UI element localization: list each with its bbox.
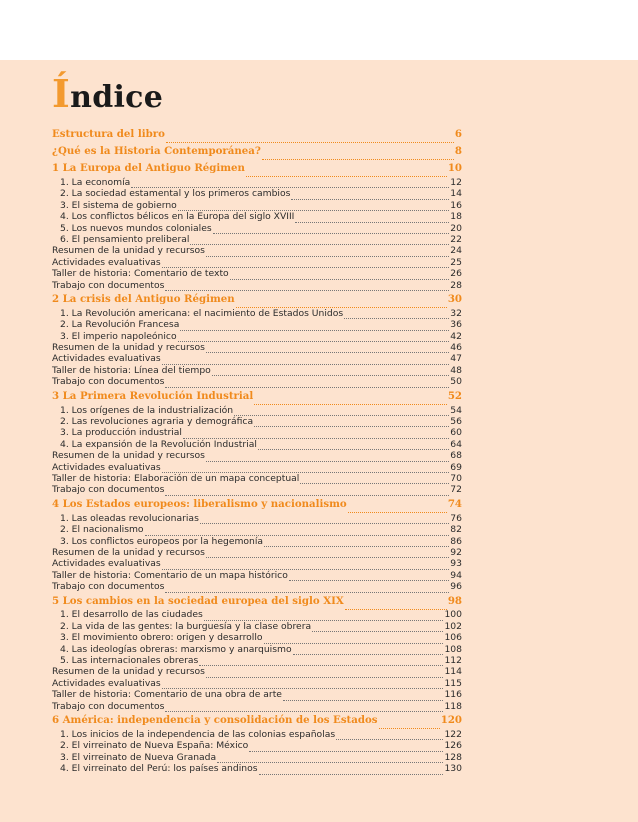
toc-page-number: 56: [450, 416, 462, 428]
dot-leader: [183, 430, 449, 439]
toc-entry-title: 5. Las internacionales obreras: [60, 655, 199, 667]
toc-entry-title: 4. La expansión de la Revolución Industrial: [60, 438, 257, 450]
toc-page-number: 115: [444, 677, 462, 689]
dot-leader: [131, 179, 449, 188]
toc-entry-title: Resumen de la unidad y recursos: [52, 342, 205, 354]
dot-leader: [212, 367, 449, 376]
toc-section-entry[interactable]: [52, 200, 462, 211]
toc-entry-title: Actividades evaluativas: [52, 461, 161, 473]
toc-page-number: 74: [447, 497, 462, 510]
toc-resource-entry[interactable]: [52, 353, 462, 364]
dot-leader: [246, 164, 447, 177]
top-margin: [0, 0, 638, 60]
dot-leader: [344, 310, 449, 319]
toc-resource-entry[interactable]: [52, 245, 462, 256]
toc-page-number: 70: [450, 472, 462, 484]
toc-page-number: 42: [450, 330, 462, 342]
dot-leader: [162, 259, 450, 268]
toc-entry-title: 6 América: independencia y consolidación de los Estados: [52, 714, 378, 727]
toc-entry-title: 6. El pensamiento preliberal: [60, 233, 190, 245]
toc-entry-title: Trabajo con documentos: [52, 581, 165, 593]
dot-leader: [249, 743, 443, 752]
toc-resource-entry[interactable]: [52, 678, 462, 689]
toc-section-entry[interactable]: [52, 416, 462, 427]
dot-leader: [204, 612, 444, 621]
toc-unit-heading[interactable]: [52, 291, 462, 308]
toc-page-number: 82: [450, 524, 462, 536]
toc-page-number: 118: [444, 700, 462, 712]
toc-page-number: 76: [450, 512, 462, 524]
toc-page-number: 20: [450, 222, 462, 234]
dot-leader: [291, 191, 449, 200]
toc-section-entry[interactable]: [52, 644, 462, 655]
toc-section-entry[interactable]: [52, 763, 462, 774]
toc-entry-title: 5. Los nuevos mundos coloniales: [60, 222, 212, 234]
toc-unit-heading[interactable]: [52, 712, 462, 729]
toc-entry-title: 3. El movimiento obrero: origen y desarrollo: [60, 632, 263, 644]
dot-leader: [217, 754, 443, 763]
toc-section-entry[interactable]: [52, 427, 462, 438]
toc-unit-heading[interactable]: [52, 160, 462, 177]
toc-resource-entry[interactable]: [52, 570, 462, 581]
toc-page-number: 10: [447, 162, 462, 174]
toc-entry-title: 1. Las oleadas revolucionarias: [60, 512, 199, 524]
toc-page-number: 48: [450, 364, 462, 376]
toc-entry-title: Estructura del libro: [52, 128, 165, 140]
toc-page-number: 94: [450, 569, 462, 581]
dot-leader: [258, 441, 449, 450]
toc-page-number: 30: [447, 292, 462, 305]
dot-leader: [145, 527, 450, 536]
dot-leader: [165, 487, 449, 496]
toc-section-entry[interactable]: [52, 331, 462, 342]
toc-section-entry[interactable]: [52, 211, 462, 222]
toc-resource-entry[interactable]: [52, 473, 462, 484]
dot-leader: [178, 333, 450, 342]
dot-leader: [206, 669, 444, 678]
toc-entry-title: Trabajo con documentos: [52, 279, 165, 291]
toc-entry-title: Resumen de la unidad y recursos: [52, 245, 205, 257]
dot-leader: [166, 130, 454, 143]
toc-section-entry[interactable]: [52, 524, 462, 535]
toc-page-number: 116: [444, 689, 462, 701]
toc-section-entry[interactable]: [52, 752, 462, 763]
toc-entry-title: 2. La Revolución Francesa: [60, 319, 180, 331]
dot-leader: [283, 692, 443, 701]
dot-leader: [300, 475, 449, 484]
toc-page-number: 86: [450, 535, 462, 547]
toc-entry-title: 1 La Europa del Antiguo Régimen: [52, 162, 245, 174]
toc-page-number: 50: [450, 376, 462, 388]
toc-entry-title: Actividades evaluativas: [52, 256, 161, 268]
toc-entry-title: 2. La sociedad estamental y los primeros cambios: [60, 188, 291, 200]
toc-page-number: 24: [450, 245, 462, 257]
toc-resource-entry[interactable]: [52, 450, 462, 461]
dot-leader: [206, 344, 449, 353]
dot-leader: [190, 236, 449, 245]
dot-leader: [254, 418, 449, 427]
dot-leader: [236, 295, 447, 308]
toc-entry-title: 3. El virreinato de Nueva Granada: [60, 751, 217, 763]
dot-leader: [206, 453, 449, 462]
toc-page-number: 12: [450, 176, 462, 188]
toc-page-number: 108: [444, 643, 462, 655]
toc-page-number: 98: [447, 594, 462, 607]
toc-section-entry[interactable]: [52, 729, 462, 740]
toc-section-entry[interactable]: [52, 223, 462, 234]
toc-page-number: 114: [444, 666, 462, 678]
toc-unit-heading[interactable]: [52, 496, 462, 513]
toc-resource-entry[interactable]: [52, 484, 462, 495]
toc-section-entry[interactable]: [52, 536, 462, 547]
toc-page-number: 32: [450, 307, 462, 319]
dot-leader: [162, 464, 450, 473]
toc-entry-title: Trabajo con documentos: [52, 376, 165, 388]
toc-page-number: 130: [444, 763, 462, 775]
dot-leader: [178, 202, 449, 211]
dot-leader: [200, 515, 449, 524]
toc-page-number: 46: [450, 342, 462, 354]
toc-resource-entry[interactable]: [52, 342, 462, 353]
toc-resource-entry[interactable]: [52, 581, 462, 592]
toc-page-number: 60: [450, 427, 462, 439]
toc-entry-title: 2. La vida de las gentes: la burguesía y la clase obrera: [60, 620, 312, 632]
dot-leader: [206, 248, 449, 257]
toc-entry-title: 1. Los orígenes de la industrialización: [60, 404, 234, 416]
toc-entry-title: Resumen de la unidad y recursos: [52, 546, 205, 558]
toc-section-entry[interactable]: [52, 234, 462, 245]
dot-leader: [165, 379, 449, 388]
toc-page-number: 36: [450, 319, 462, 331]
toc-section-entry[interactable]: [52, 177, 462, 188]
dot-leader: [379, 716, 440, 729]
toc-entry-title: 3. El sistema de gobierno: [60, 199, 177, 211]
toc-section-entry[interactable]: [52, 319, 462, 330]
toc-page-number: 26: [450, 268, 462, 280]
toc-entry-title: Taller de historia: Comentario de una obra de arte: [52, 689, 282, 701]
toc-page-number: 93: [450, 558, 462, 570]
toc-page-number: 47: [450, 353, 462, 365]
toc-page-number: 6: [454, 128, 462, 140]
toc-entry-title: 3. Los conflictos europeos por la hegemonía: [60, 535, 264, 547]
toc-resource-entry[interactable]: [52, 376, 462, 387]
toc-entry-title: 3 La Primera Revolución Industrial: [52, 389, 254, 402]
toc-resource-entry[interactable]: [52, 547, 462, 558]
toc-entry-title: Taller de historia: Línea del tiempo: [52, 364, 211, 376]
toc-page-number: 126: [444, 740, 462, 752]
toc-page-number: 54: [450, 404, 462, 416]
toc-entry-title: Resumen de la unidad y recursos: [52, 450, 205, 462]
toc-page-number: 8: [454, 145, 462, 157]
toc-entry-title: Taller de historia: Comentario de texto: [52, 268, 229, 280]
toc-entry-title: 1. El desarrollo de las ciudades: [60, 609, 203, 621]
dot-leader: [295, 214, 449, 223]
page-title: [52, 71, 164, 118]
dot-leader: [312, 623, 443, 632]
dot-leader: [162, 680, 444, 689]
dot-leader: [162, 356, 450, 365]
toc-section-entry[interactable]: [52, 513, 462, 524]
toc-page-number: 100: [444, 609, 462, 621]
toc-page-number: 68: [450, 450, 462, 462]
toc-section-entry[interactable]: [52, 655, 462, 666]
toc-entry-title: Actividades evaluativas: [52, 558, 161, 570]
toc-page-number: 28: [450, 279, 462, 291]
toc-unit-heading[interactable]: [52, 126, 462, 143]
toc-resource-entry[interactable]: [52, 462, 462, 473]
toc-page-number: 72: [450, 484, 462, 496]
toc-entry-title: 4. Los conflictos bélicos en la Europa del siglo XVIII: [60, 211, 295, 223]
dot-leader: [234, 407, 449, 416]
dot-leader: [162, 561, 450, 570]
toc-entry-title: 1. La Revolución americana: el nacimiento de Estados Unidos: [60, 307, 344, 319]
dot-leader: [230, 271, 450, 280]
toc-page-number: 122: [444, 729, 462, 740]
toc-resource-entry[interactable]: [52, 689, 462, 700]
toc-page-number: 120: [440, 714, 462, 727]
toc-entry-title: 5 Los cambios en la sociedad europea del siglo XIX: [52, 594, 344, 607]
dot-leader: [199, 657, 443, 666]
toc-resource-entry[interactable]: [52, 280, 462, 291]
toc-page-number: 52: [447, 389, 462, 402]
toc-entry-title: Taller de historia: Elaboración de un mapa conceptual: [52, 472, 300, 484]
toc-resource-entry[interactable]: [52, 365, 462, 376]
dot-leader: [336, 731, 443, 740]
toc-page-number: 112: [444, 655, 462, 667]
toc-entry-title: 4 Los Estados europeos: liberalismo y nacionalismo: [52, 497, 347, 510]
dot-leader: [348, 500, 447, 513]
toc-page-number: 69: [450, 461, 462, 473]
toc-section-entry[interactable]: [52, 632, 462, 643]
dot-leader: [165, 584, 449, 593]
toc-entry-title: 3. La producción industrial: [60, 427, 182, 439]
toc-page-number: 14: [450, 188, 462, 200]
toc-section-entry[interactable]: [52, 308, 462, 319]
dot-leader: [264, 635, 444, 644]
dot-leader: [254, 392, 447, 405]
toc-page-number: 128: [444, 751, 462, 763]
toc-section-entry[interactable]: [52, 621, 462, 632]
toc-resource-entry[interactable]: [52, 701, 462, 712]
toc-resource-entry[interactable]: [52, 666, 462, 677]
toc-entry-title: Actividades evaluativas: [52, 677, 161, 689]
toc-page-number: 64: [450, 438, 462, 450]
toc-entry-title: 2. Las revoluciones agraria y demográfica: [60, 416, 254, 428]
toc-section-entry[interactable]: [52, 610, 462, 621]
dot-leader: [180, 322, 449, 331]
toc-entry-title: Trabajo con documentos: [52, 484, 165, 496]
toc-entry-title: ¿Qué es la Historia Contemporánea?: [52, 145, 261, 157]
toc-entry-title: 2 La crisis del Antiguo Régimen: [52, 292, 235, 305]
toc-entry-title: Actividades evaluativas: [52, 353, 161, 365]
toc-resource-entry[interactable]: [52, 268, 462, 279]
toc-page-number: 92: [450, 546, 462, 558]
toc-entry-title: 1. Los inicios de la independencia de las colonias españolas: [60, 729, 336, 740]
toc-entry-title: Taller de historia: Comentario de un mapa histórico: [52, 569, 288, 581]
dot-leader: [289, 572, 449, 581]
toc-page-number: 18: [450, 211, 462, 223]
dot-leader: [264, 538, 449, 547]
toc-entry-title: 2. El nacionalismo: [60, 524, 144, 536]
dot-leader: [165, 282, 449, 291]
dot-leader: [262, 147, 454, 160]
title-initial: Í: [52, 71, 71, 116]
toc-entry-title: 3. El imperio napoleónico: [60, 330, 177, 342]
toc-unit-heading[interactable]: [52, 388, 462, 405]
table-of-contents: [52, 126, 462, 775]
toc-entry-title: Resumen de la unidad y recursos: [52, 666, 205, 678]
toc-entry-title: 4. El virreinato del Perú: los países andinos: [60, 763, 258, 775]
toc-section-entry[interactable]: [52, 740, 462, 751]
dot-leader: [206, 549, 449, 558]
toc-resource-entry[interactable]: [52, 558, 462, 569]
dot-leader: [345, 597, 447, 610]
toc-page-number: 16: [450, 199, 462, 211]
toc-entry-title: 1. La economía: [60, 176, 131, 188]
title-rest: ndice: [70, 80, 164, 115]
toc-entry-title: Trabajo con documentos: [52, 700, 165, 712]
dot-leader: [293, 646, 444, 655]
toc-page-number: 102: [444, 620, 462, 632]
toc-resource-entry[interactable]: [52, 257, 462, 268]
toc-entry-title: 2. El virreinato de Nueva España: México: [60, 740, 249, 752]
toc-page-number: 25: [450, 256, 462, 268]
toc-page-number: 106: [444, 632, 462, 644]
toc-page-number: 22: [450, 233, 462, 245]
toc-page-number: 96: [450, 581, 462, 593]
toc-section-entry[interactable]: [52, 188, 462, 199]
toc-section-entry[interactable]: [52, 405, 462, 416]
toc-unit-heading[interactable]: [52, 143, 462, 160]
toc-unit-heading[interactable]: [52, 593, 462, 610]
toc-entry-title: 4. Las ideologías obreras: marxismo y anarquismo: [60, 643, 292, 655]
dot-leader: [213, 225, 450, 234]
toc-section-entry[interactable]: [52, 439, 462, 450]
dot-leader: [259, 766, 444, 775]
dot-leader: [165, 703, 443, 712]
